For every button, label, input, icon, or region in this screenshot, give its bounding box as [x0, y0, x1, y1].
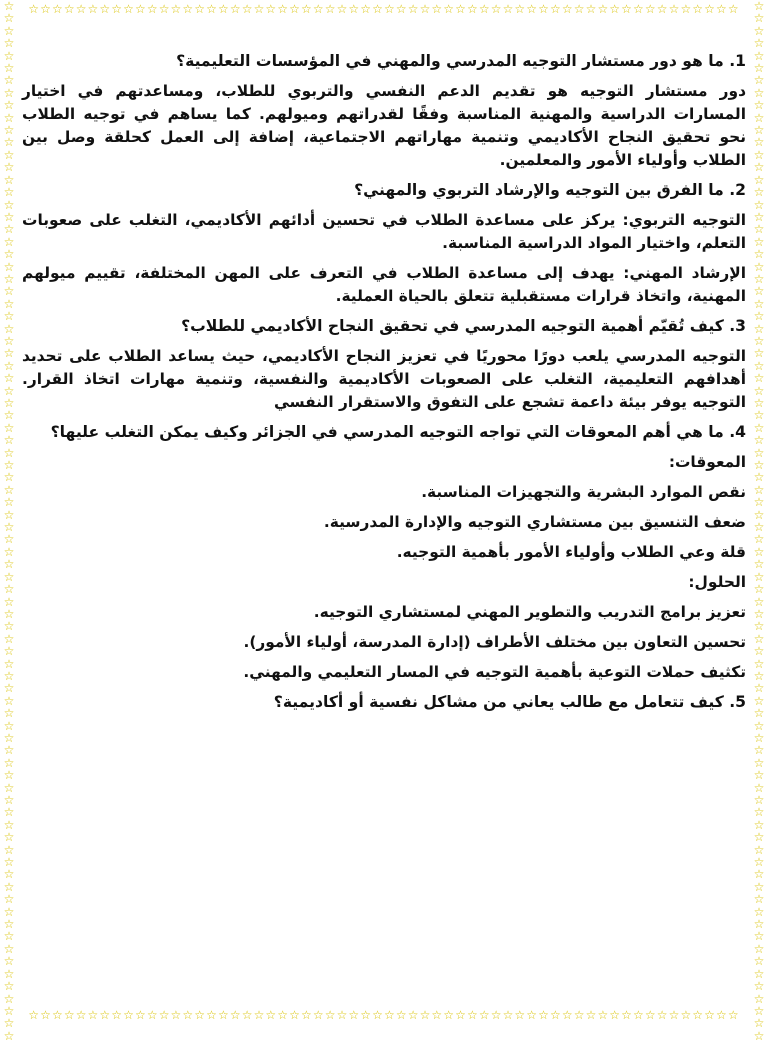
question-5: 5. كيف تتعامل مع طالب يعاني من مشاكل نفسية أو أكاديمية؟: [273, 693, 746, 711]
answer-2-vocational: الإرشاد المهني: يهدف إلى مساعدة الطلاب في التعرف على المهن المختلفة، تقييم ميولهم المهنية، واتخاذ قرارات مستقبلية تتعلق بالحياة العملية.: [22, 264, 746, 305]
answer-2-educational: التوجيه التربوي: يركز على مساعدة الطلاب في تحسين أدائهم الأكاديمي، التغلب على صعوبات التعلم، واختيار المواد الدراسية المناسبة.: [22, 211, 746, 252]
star-border-left: ☆☆☆☆☆☆☆☆☆☆☆☆☆☆☆☆☆☆☆☆☆☆☆☆☆☆☆☆☆☆☆☆☆☆☆☆☆☆☆☆☆☆☆☆☆☆☆☆☆☆☆☆☆☆☆☆☆☆☆☆☆☆☆☆☆☆☆☆☆☆☆☆☆☆☆☆☆☆☆☆☆☆☆☆: [3, 0, 15, 1043]
solution-item: تكثيف حملات التوعية بأهمية التوجيه في المسار التعليمي والمهني.: [243, 663, 746, 681]
answer-1: دور مستشار التوجيه هو تقديم الدعم النفسي والتربوي للطلاب، ومساعدتهم في اختيار المسارات الدراسية والمهنية المناسبة وفقًا لقدراتهم وميولهم. كما يساهم في توجيه الطلاب نحو تحقيق النجاح الأكاديمي وتنمية مهاراتهم الاجتماعية، إضافة إلى العمل كحلقة وصل بين الطلاب وأولياء الأمور والمعلمين.: [22, 82, 746, 169]
obstacle-item: نقص الموارد البشرية والتجهيزات المناسبة.: [421, 483, 746, 501]
solution-item: تحسين التعاون بين مختلف الأطراف (إدارة المدرسة، أولياء الأمور).: [243, 633, 746, 651]
answer-3: التوجيه المدرسي يلعب دورًا محوريًا في تعزيز النجاح الأكاديمي، حيث يساعد الطلاب على تحديد أهدافهم التعليمية، التغلب على الصعوبات الأكاديمية والنفسية، وتنمية مهارات اتخاذ القرار. التوجيه يوفر بيئة داعمة تشجع على التفوق والاستقرار النفسي: [22, 347, 746, 411]
solutions-heading: الحلول:: [688, 573, 746, 591]
obstacle-item: ضعف التنسيق بين مستشاري التوجيه والإدارة المدرسية.: [323, 513, 746, 531]
question-4: 4. ما هي أهم المعوقات التي تواجه التوجيه المدرسي في الجزائر وكيف يمكن التغلب عليها؟: [50, 423, 746, 441]
obstacle-item: قلة وعي الطلاب وأولياء الأمور بأهمية التوجيه.: [396, 543, 746, 561]
solution-item: تعزيز برامج التدريب والتطوير المهني لمستشاري التوجيه.: [313, 603, 746, 621]
obstacles-heading: المعوقات:: [668, 453, 746, 471]
question-1: 1. ما هو دور مستشار التوجيه المدرسي والمهني في المؤسسات التعليمية؟: [176, 52, 746, 70]
star-border-bottom: ☆☆☆☆☆☆☆☆☆☆☆☆☆☆☆☆☆☆☆☆☆☆☆☆☆☆☆☆☆☆☆☆☆☆☆☆☆☆☆☆☆☆☆☆☆☆☆☆☆☆☆☆☆☆☆☆☆☆☆☆: [28, 1008, 740, 1022]
document-body: [22, 50, 746, 721]
star-border-top: ☆☆☆☆☆☆☆☆☆☆☆☆☆☆☆☆☆☆☆☆☆☆☆☆☆☆☆☆☆☆☆☆☆☆☆☆☆☆☆☆☆☆☆☆☆☆☆☆☆☆☆☆☆☆☆☆☆☆☆☆: [28, 2, 740, 16]
question-3: 3. كيف تُقيّم أهمية التوجيه المدرسي في تحقيق النجاح الأكاديمي للطلاب؟: [181, 317, 746, 335]
star-border-right: ☆☆☆☆☆☆☆☆☆☆☆☆☆☆☆☆☆☆☆☆☆☆☆☆☆☆☆☆☆☆☆☆☆☆☆☆☆☆☆☆☆☆☆☆☆☆☆☆☆☆☆☆☆☆☆☆☆☆☆☆☆☆☆☆☆☆☆☆☆☆☆☆☆☆☆☆☆☆☆☆☆☆☆☆: [753, 0, 765, 1043]
question-2: 2. ما الفرق بين التوجيه والإرشاد التربوي والمهني؟: [354, 181, 746, 199]
